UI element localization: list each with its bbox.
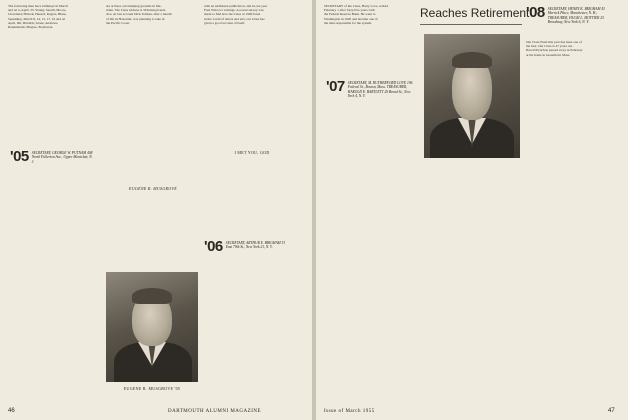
text-line: riden. The Class address is 36 Pennsylvania — [106, 8, 166, 13]
left-column-2 — [106, 4, 200, 25]
text-line: Raudenbush, Pingree, Boyleston. — [8, 24, 54, 29]
class-year: '08 — [526, 4, 545, 21]
text-line: Fred Wilcox's writings. A recent survey was — [204, 8, 264, 13]
page-number: 46 — [8, 408, 15, 414]
right-page — [316, 0, 628, 420]
article-heading: EUGENE R. MUSGROVE — [129, 186, 177, 191]
filler-text-block — [8, 31, 102, 115]
text-line: Cleveland; Hickok, Hazard, Rogers, Blunt, — [8, 12, 67, 17]
class-08-heading — [526, 6, 612, 25]
text-line: SECRETARY of the Class, Harry Love, retired — [324, 4, 389, 8]
text-line: the best. Our Class is 47 years out. — [526, 44, 573, 49]
text-line: Harold Pynchon passed away in February — [526, 48, 583, 53]
page-footer: Issue of March 1955 — [324, 409, 375, 414]
class-secretary: SECRETARY, GEORGE W. PUTNAM 408 North Fullerton Ave., Upper Montclair, N. J. — [31, 151, 93, 164]
photo-caption: EUGENE R. MUSGROVE '05 — [123, 386, 181, 391]
text-line: Ave. At last account Dick Tolman, after a month — [106, 12, 172, 17]
portrait-photo — [106, 272, 198, 382]
text-line: Washington in 1920 and became one of — [324, 16, 378, 21]
class-year: '05 — [10, 148, 29, 165]
text-line: and on to April: 23. Young; Seraili, Moore, — [8, 8, 67, 13]
poem-heading: I MET YOU, GOD — [234, 150, 270, 155]
text-line: the Federal Reserve Bank. He went to — [324, 12, 376, 17]
class-07-heading — [326, 80, 418, 99]
text-line: with an additional publication, and in one year — [204, 4, 268, 8]
text-line: the Pacific Coast. — [106, 20, 130, 25]
right-column-1 — [324, 4, 418, 25]
text-line: the men responsible for the system. — [324, 20, 373, 25]
retirement-portrait-photo — [424, 34, 520, 158]
text-line: given a good account of itself. — [204, 20, 246, 25]
text-line: are at these old stamping grounds in Me- — [106, 4, 162, 8]
headline-rule — [420, 24, 522, 25]
class-secretary: SECRETARY, HENRY K. BRIGHAM 43 Merrick Place, Manchester, N. H.; TREASURER, HUGH L. MOTTIER 25 Broadway, New York 6, N. Y. — [547, 7, 605, 25]
page-number: 47 — [608, 408, 615, 414]
page-footer: DARTMOUTH ALUMNI MAGAZINE — [168, 409, 262, 414]
class-06-heading — [204, 240, 290, 254]
class-year: '06 — [204, 238, 223, 255]
class-year: '07 — [326, 78, 345, 95]
text-line: The following men have birthdays in March — [8, 4, 68, 8]
text-line: made to find how the Class of 1906 fared — [204, 12, 261, 17]
article-headline: Reaches Retirement — [420, 6, 530, 20]
text-line: April, 6th, Burdick; Glaze; Andrews, — [8, 20, 59, 25]
text-line: February 1 after forty-five years with — [324, 8, 375, 13]
text-line: in the world of letters and arts; our Class has — [204, 16, 265, 21]
class-secretary: SECRETARY, ARTHUR E. BRIGHAM 33 East 79th St., New York 21, N. Y. — [225, 241, 286, 250]
left-page — [0, 0, 312, 420]
text-line: at his home in Greenfield, Mass. — [526, 52, 571, 57]
right-column-3 — [526, 40, 618, 57]
class-05-heading — [10, 150, 96, 164]
left-column-1 — [8, 4, 102, 115]
text-line: Spaulding, March 8, 14, 15, 17, 22 and on — [8, 16, 66, 21]
text-line: Our Class Fund this year has been one of — [526, 40, 582, 44]
left-column-3 — [204, 4, 300, 25]
text-line: of life in Honolulu, was planning to take in — [106, 16, 165, 21]
class-secretary: SECRETARY, M. RUTHERFORD LOVE 196 Federal St., Boston, Mass. TREASURER, HAROLD E. BARTLETT 20 Broad St., New York 4, N. Y. — [347, 81, 413, 99]
